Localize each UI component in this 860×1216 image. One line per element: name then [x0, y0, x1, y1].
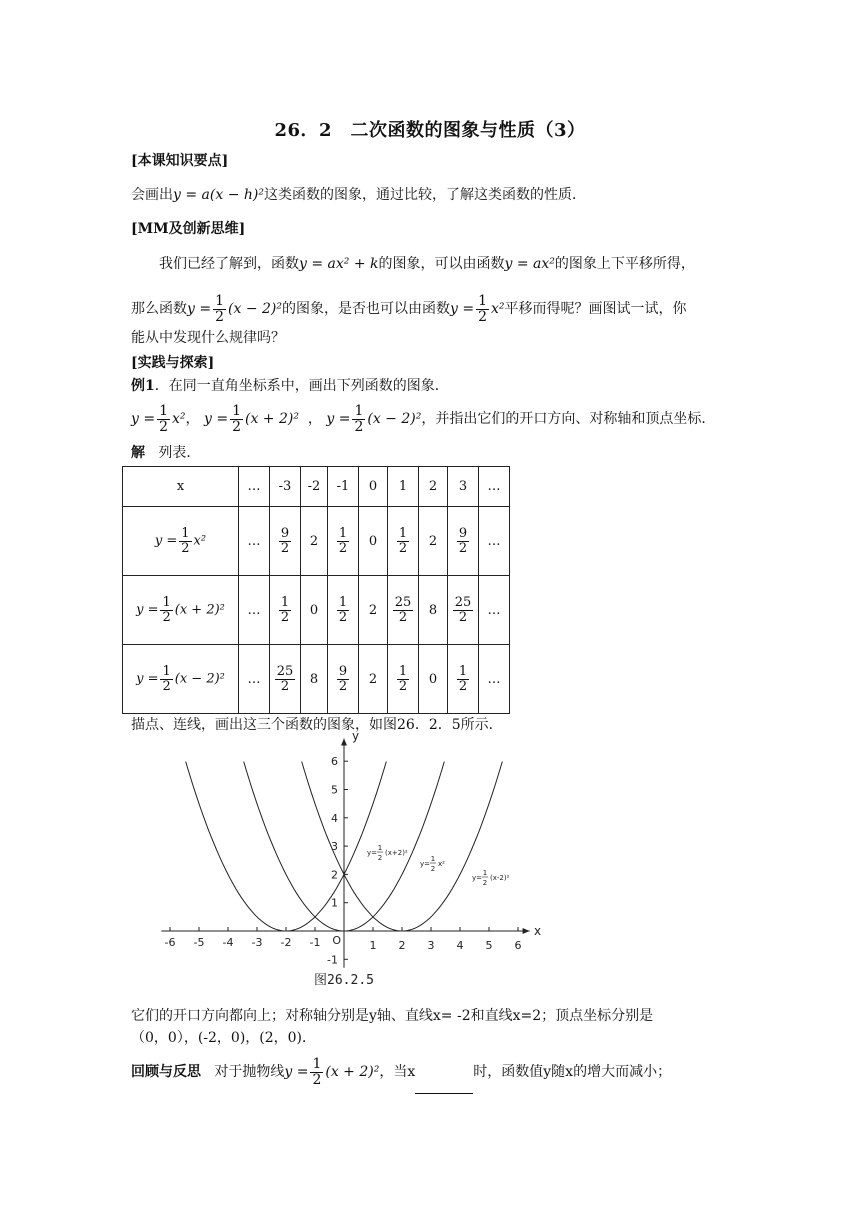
x-axis-label: x [533, 924, 542, 938]
table-cell: $\frac{25}{2}$ [448, 576, 479, 645]
table-cell: … [479, 645, 510, 714]
table-cell: 8 [419, 576, 448, 645]
table-cell: 8 [301, 645, 328, 714]
series-label-tail: (x-2)² [490, 874, 510, 882]
origin-label: O [332, 934, 341, 947]
x-tick-label: 5 [485, 939, 493, 952]
table-cell: $\frac{9}{2}$ [448, 507, 479, 576]
table-cell: … [239, 507, 270, 576]
table-cell: $\frac{9}{2}$ [328, 645, 359, 714]
x-tick-label: -3 [251, 936, 263, 949]
series-label-frac-num: 1 [482, 869, 488, 877]
table-cell: … [239, 576, 270, 645]
y-tick-label: 1 [331, 896, 338, 910]
y-tick-label: -1 [327, 953, 338, 967]
y-axis-arrow [341, 739, 347, 746]
table-cell: $\frac{25}{2}$ [270, 645, 301, 714]
y-tick-label: 4 [331, 811, 338, 825]
table-header-row: x … -3 -2 -1 0 1 2 3 … [123, 467, 510, 507]
x-tick-label: -2 [280, 936, 292, 949]
series-label-tail: x² [438, 860, 445, 868]
table-cell: 2 [359, 576, 388, 645]
series-label-frac-num: 1 [377, 844, 383, 852]
table-cell: … [479, 576, 510, 645]
parabola-series-0 [186, 762, 387, 931]
table-row-label: y = $\frac{1}{2}$ x² [123, 507, 239, 576]
solution-line: 解 列表． [131, 445, 201, 461]
figure-caption: 图26.2.5 [314, 973, 374, 988]
y-tick-label: 2 [331, 868, 338, 882]
series-label-frac-num: 1 [430, 855, 436, 863]
table-header-x: x [123, 467, 239, 507]
table-cell: 0 [359, 507, 388, 576]
x-tick-label: 3 [427, 939, 435, 952]
formula-vertex-form: y = a(x − h)² [173, 187, 264, 203]
y-axis-label: y [352, 728, 360, 743]
series-label-frac-den: 2 [377, 854, 383, 862]
table-cell: 0 [301, 576, 328, 645]
table-cell: $\frac{1}{2}$ [328, 576, 359, 645]
table-cell: 0 [419, 645, 448, 714]
series-label-prefix: y= [420, 860, 431, 868]
key-points-text: 会画出y = a(x − h)²这类函数的图象，通过比较，了解这类函数的性质． [131, 187, 586, 203]
x-axis-arrow [523, 928, 530, 934]
x-tick-label: 1 [369, 939, 377, 952]
conclusion-line-1: 它们的开口方向都向上；对称轴分别是y轴、直线x= -2和直线x=2；顶点坐标分别是 [131, 1008, 654, 1024]
x-tick-label: -5 [193, 936, 205, 949]
conclusion-line-2: （0，0），(-2，0)，(2，0)． [131, 1030, 317, 1046]
example-1-functions: y = $\frac{1}{2}$ x²， y = $\frac{1}{2}$ (x + 2)² ， y = $\frac{1}{2}$ (x − 2)²，并指出它们的开口方向、对称轴和顶点坐标． [131, 402, 716, 435]
section-heading-key-points: [本课知识要点] [131, 153, 229, 169]
y-tick-label: 6 [331, 755, 338, 769]
series-label-frac-den: 2 [482, 879, 488, 887]
section-heading-mm: [MM及创新思维] [131, 221, 246, 237]
x-tick-label: 4 [456, 939, 464, 952]
after-table-text: 描点、连线，画出这三个函数的图象，如图26．2．5所示． [131, 717, 503, 733]
y-tick-label: 5 [331, 783, 338, 797]
x-tick-label: -6 [164, 936, 176, 949]
mm-paragraph-line-2: 那么函数y = $\frac{1}{2}$ (x − 2)²的图象，是否也可以由函数y = $\frac{1}{2}$ x²平移而得呢？画图试一试，你 [131, 292, 687, 325]
series-label-tail: (x+2)² [385, 849, 408, 857]
page-title: 26．2 二次函数的图象与性质（3） [274, 120, 586, 141]
table-cell: 2 [359, 645, 388, 714]
series-label-frac-den: 2 [430, 865, 436, 873]
y-tick-label: 3 [331, 840, 338, 854]
table-cell: $\frac{1}{2}$ [388, 645, 419, 714]
table-cell: $\frac{1}{2}$ [328, 507, 359, 576]
example-1-statement: 例1．在同一直角坐标系中，画出下列函数的图象． [131, 378, 449, 394]
x-tick-label: -1 [309, 936, 321, 949]
x-tick-label: -4 [222, 936, 234, 949]
table-cell: $\frac{25}{2}$ [388, 576, 419, 645]
table-cell: $\frac{9}{2}$ [270, 507, 301, 576]
x-tick-label: 6 [514, 939, 522, 952]
answer-blank[interactable] [415, 1079, 473, 1094]
review-line: 回顾与反思 对于抛物线y = $\frac{1}{2}$ (x + 2)²，当x 时，函数值y随x的增大而减小； [131, 1050, 731, 1094]
table-cell: $\frac{1}{2}$ [270, 576, 301, 645]
mm-paragraph-line-3: 能从中发现什么规律吗？ [131, 330, 285, 346]
table-cell: … [479, 507, 510, 576]
table-cell: 2 [419, 507, 448, 576]
table-row-label: y = $\frac{1}{2}$ (x − 2)² [123, 645, 239, 714]
table-cell: $\frac{1}{2}$ [388, 507, 419, 576]
mm-paragraph-line-1: 我们已经了解到，函数y = ax² + k的图象，可以由函数y = ax²的图象上下平移所得， [159, 256, 695, 272]
table-row-label: y = $\frac{1}{2}$ (x + 2)² [123, 576, 239, 645]
x-tick-label: 2 [398, 939, 406, 952]
section-heading-practice: [实践与探索] [131, 355, 215, 371]
table-cell: 2 [301, 507, 328, 576]
series-label-prefix: y= [472, 874, 483, 882]
series-label-prefix: y= [367, 849, 378, 857]
table-cell: $\frac{1}{2}$ [448, 645, 479, 714]
table-cell: … [239, 645, 270, 714]
